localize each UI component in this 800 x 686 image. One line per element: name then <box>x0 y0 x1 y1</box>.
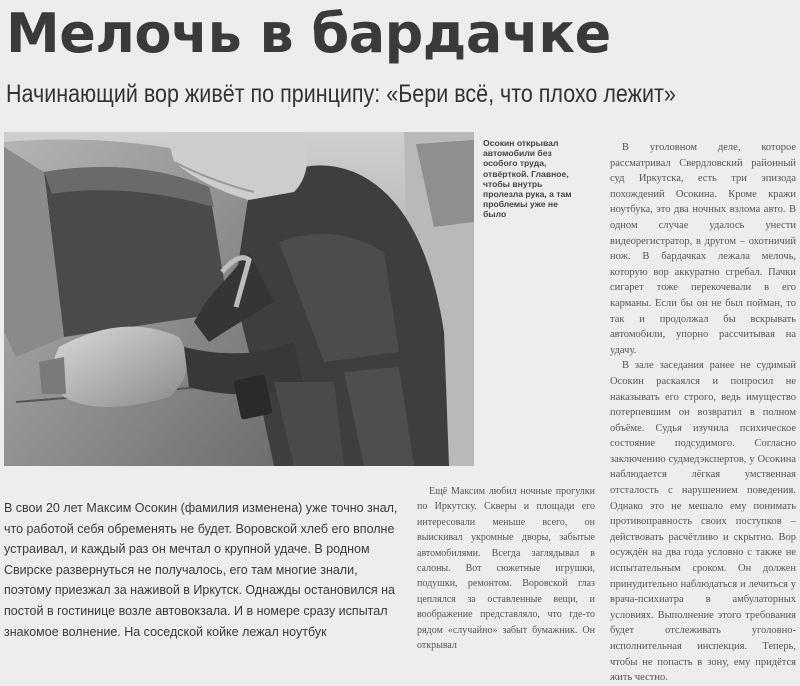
article-column-left <box>4 498 400 642</box>
paragraph: В свои 20 лет Максим Осокин (фамилия изменена) уже точно знал, что работой себя обременять не будет. Воровской хлеб его вполне устраивал, и каждый раз он мечтал о крупной удаче. В родном Свирске развернуться не получалось, его там многие знали, поэтому приезжал за наживой в Иркутск. Однажды остановился на постой в гостинице возле автовокзала. И в номере сразу испытал знакомое волнение. На соседской койке лежал ноутбук <box>4 501 398 639</box>
paragraph: В уголовном деле, которое рассматривал Свердловский районный суд Иркутска, есть три эпизода похождений Осокина. Кроме кражи ноутбука, это два ночных взлома авто. В одном случае удалось унести видеорегистратор, в другом – охотничий нож. В бардачках лежала мелочь, которую вор аккуратно сгребал. Пачки сигарет тоже перекочевали в его карманы. Если бы он не был пойман, то так и продолжал бы вскрывать автомобили, упорно рассчитывая на удачу. <box>610 142 796 356</box>
article-column-right <box>610 140 796 686</box>
paragraph: Ещё Максим любил ночные прогулки по Иркутску. Скверы и площади его интересовали меньше всего, он выискивал укромные дворы, забытые автомобилями. Всегда заглядывал в салоны. Вот сюжетные игрушки, подушки, ремонтом. Воровской глаз цеплялся за оставленные вещи, и воображение представляло, что где-то рядом «случайно» забыт бумажник. Он открывал <box>417 486 595 652</box>
photo-caption: Осокин открывал автомобили без особого труда, отвёрткой. Главное, чтобы внутрь пролезла рука, а там проблемы уже не было <box>483 138 572 220</box>
article-photo <box>4 132 474 466</box>
article-column-middle <box>417 484 595 653</box>
headline: Мелочь в бардачке <box>6 2 611 65</box>
paragraph: В зале заседания ранее не судимый Осокин раскаялся и попросил не наказывать его строго, ведь имущество потерпевшим он возвратил в полном объёме. Судья изучила психическое состояние подсудимого. Согласно заключению судмедэкспертов, у Осокина наблюдается лёгкая умственная отсталость с нарушением поведения. Однако это не мешало ему понимать противоправность своих поступков – действовать расчётливо и скрытно. Вор осуждён на два года условно с также не испытательным сроком. Он должен принудительно наблюдаться и лечиться у врача-психиатра в амбулаторных условиях. Выполнение этого требования будет отслеживать уголовно-исполнительная инспекция. Теперь, чтобы не попасть в зону, ему придётся жить честно. <box>610 360 796 684</box>
subheadline: Начинающий вор живёт по принципу: «Бери всё, что плохо лежит» <box>6 80 676 108</box>
